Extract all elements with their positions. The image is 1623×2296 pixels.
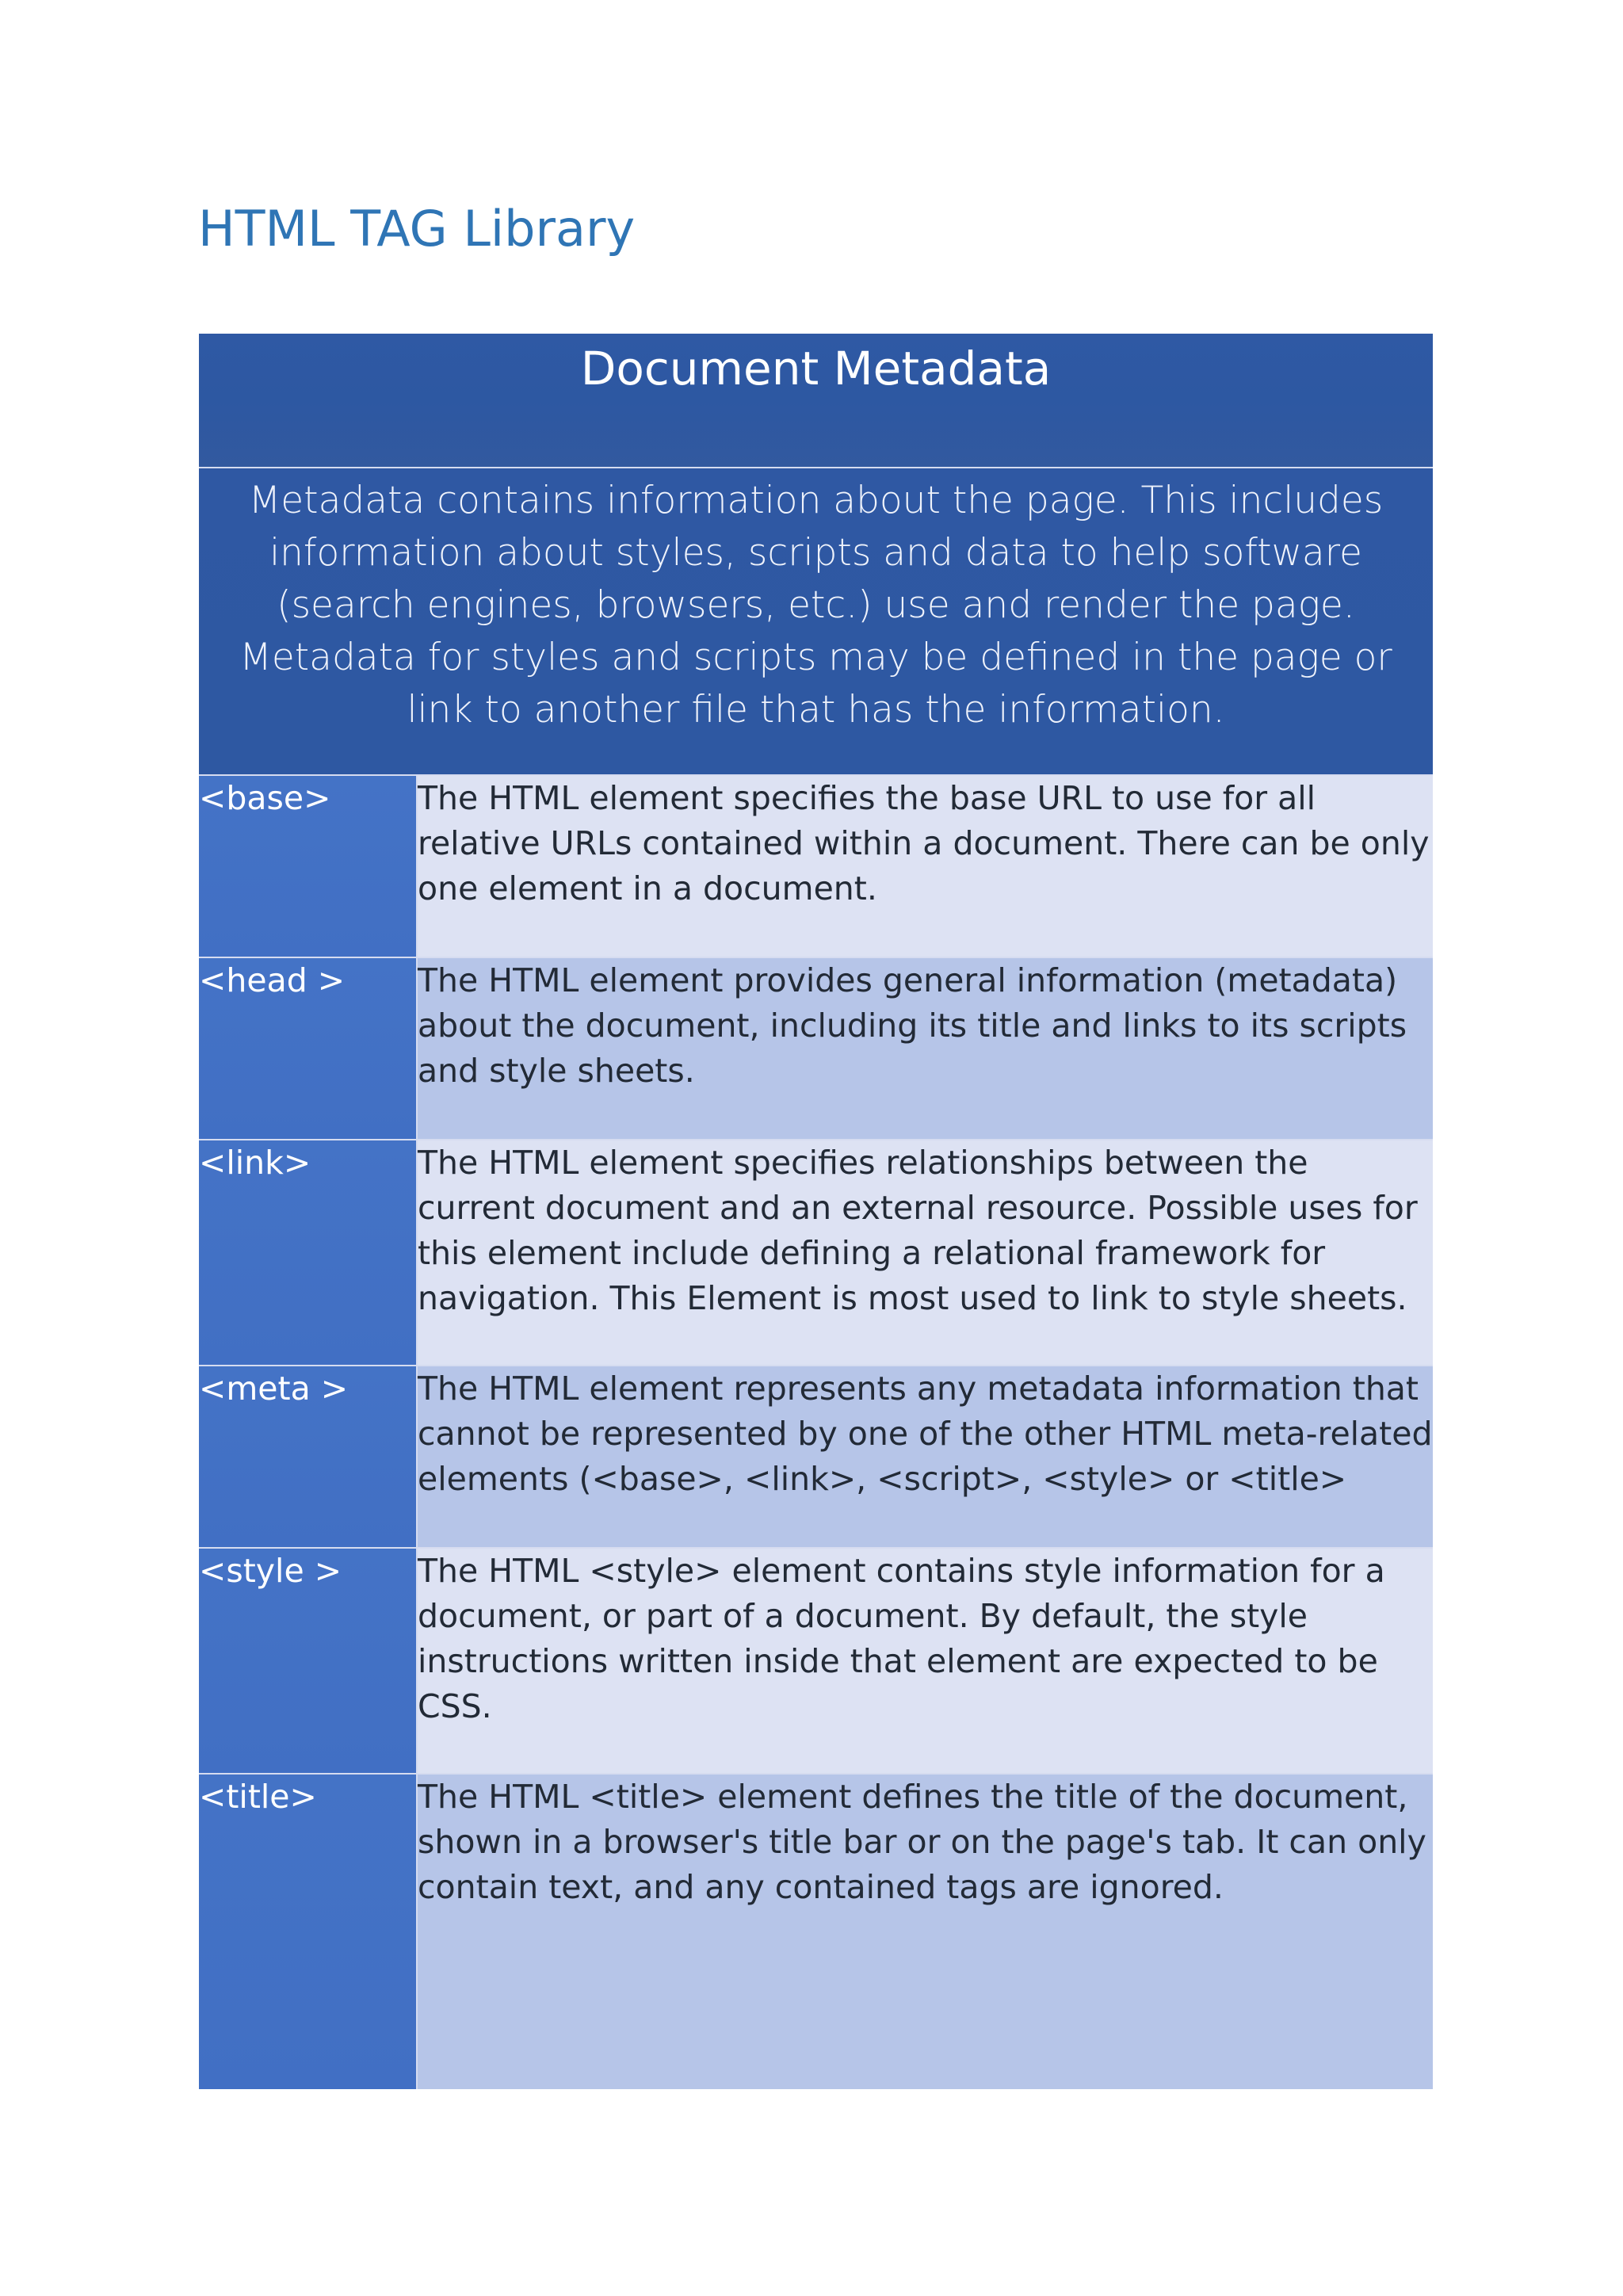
table-row-link	[199, 1140, 1433, 1366]
table-row-head	[199, 957, 1433, 1140]
table-row-style	[199, 1548, 1433, 1774]
tag-name: <title>	[199, 1774, 417, 2089]
tag-name: <style >	[199, 1548, 417, 1774]
tag-name: <link>	[199, 1140, 417, 1366]
tag-description: The HTML element specifies relationships between the current document and an external resource. Possible uses for this element include defining a relational framework for navigation. This Element is most used to link to style sheets.	[417, 1140, 1433, 1366]
table-row-title	[199, 1774, 1433, 2089]
table-row-meta	[199, 1366, 1433, 1548]
table-header-row	[199, 334, 1433, 468]
tag-description: The HTML <title> element defines the title of the document, shown in a browser's title bar or on the page's tab. It can only contain text, and any contained tags are ignored.	[417, 1774, 1433, 2089]
tag-name: <head >	[199, 957, 417, 1140]
tag-name: <meta >	[199, 1366, 417, 1548]
metadata-tag-table	[199, 334, 1433, 2089]
tag-description: The HTML element provides general information (metadata) about the document, including its title and links to its scripts and style sheets.	[417, 957, 1433, 1140]
tag-description: The HTML element specifies the base URL to use for all relative URLs contained within a document. There can be only one element in a document.	[417, 775, 1433, 957]
page-title: HTML TAG Library	[198, 200, 636, 258]
tag-name: <base>	[199, 775, 417, 957]
section-description: Metadata contains information about the page. This includes information about styles, scripts and data to help software (search engines, browsers, etc.) use and render the page. Metadata for styles and scripts may be defined in the page or link to another file that has the information.	[199, 468, 1433, 775]
tag-description: The HTML element represents any metadata information that cannot be represented by one of the other HTML meta-related elements (<base>, <link>, <script>, <style> or <title>	[417, 1366, 1433, 1548]
tag-description: The HTML <style> element contains style information for a document, or part of a document. By default, the style instructions written inside that element are expected to be CSS.	[417, 1548, 1433, 1774]
section-description-row	[199, 468, 1433, 775]
section-title: Document Metadata	[199, 334, 1433, 468]
table-row-base	[199, 775, 1433, 957]
